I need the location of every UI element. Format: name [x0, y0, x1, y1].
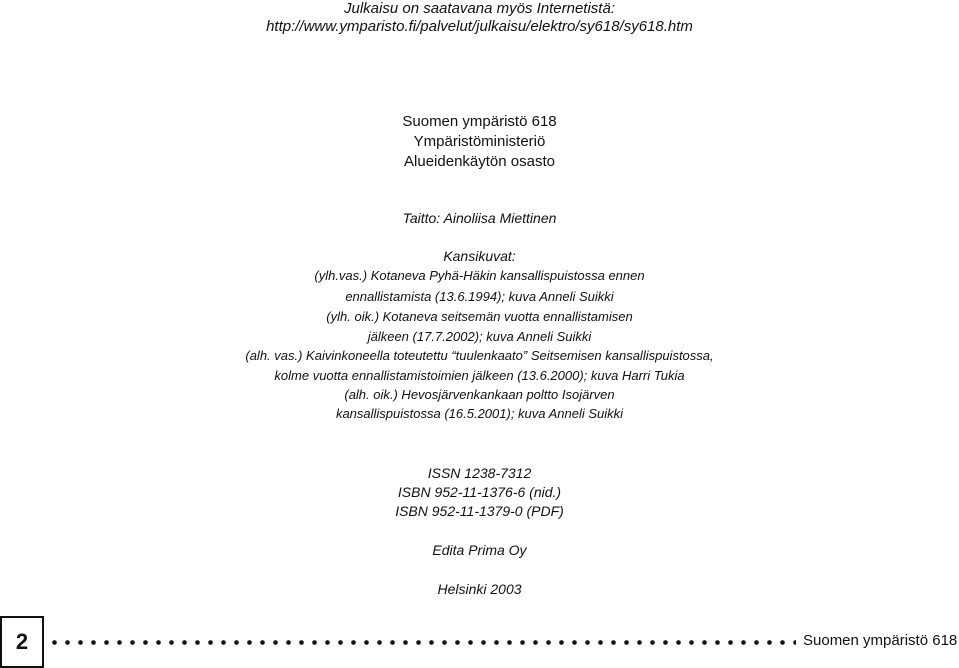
footer-series-title: Suomen ympäristö 618 — [803, 632, 958, 649]
department-name: Alueidenkäytön osasto — [404, 153, 555, 170]
ministry-name: Ympäristöministeriö — [413, 133, 546, 150]
cover-caption-line: (alh. oik.) Hevosjärvenkankaan poltto Isojärven — [344, 387, 615, 402]
cover-caption-line: (ylh.vas.) Kotaneva Pyhä-Häkin kansallispuistossa ennen — [314, 268, 645, 283]
cover-caption-line: jälkeen (17.7.2002); kuva Anneli Suikki — [367, 329, 592, 344]
page-number: 2 — [0, 616, 44, 668]
printer: Edita Prima Oy — [432, 542, 527, 558]
cover-caption-line: (alh. vas.) Kaivinkoneella toteutettu “tuulenkaato” Seitsemisen kansallispuistossa, — [245, 348, 714, 363]
cover-caption-line: kolme vuotta ennallistamistoimien jälkeen (13.6.2000); kuva Harri Tukia — [274, 368, 685, 383]
online-notice: Julkaisu on saatavana myös Internetistä: — [344, 0, 615, 17]
isbn-pdf: ISBN 952-11-1379-0 (PDF) — [395, 503, 564, 519]
cover-caption-line: (ylh. oik.) Kotaneva seitsemän vuotta ennallistamisen — [326, 309, 633, 324]
publication-url[interactable]: http://www.ymparisto.fi/palvelut/julkaisu/elektro/sy618/sy618.htm — [266, 18, 693, 35]
cover-heading: Kansikuvat: — [443, 248, 516, 264]
isbn-print: ISBN 952-11-1376-6 (nid.) — [397, 484, 562, 500]
layout-credit: Taitto: Ainoliisa Miettinen — [402, 210, 557, 226]
place-year: Helsinki 2003 — [437, 581, 522, 597]
dotted-leader — [48, 640, 796, 645]
issn: ISSN 1238-7312 — [427, 465, 532, 481]
cover-caption-line: kansallispuistossa (16.5.2001); kuva Anneli Suikki — [335, 406, 624, 421]
cover-caption-line: ennallistamista (13.6.1994); kuva Anneli Suikki — [345, 289, 614, 304]
series-title: Suomen ympäristö 618 — [402, 113, 557, 130]
